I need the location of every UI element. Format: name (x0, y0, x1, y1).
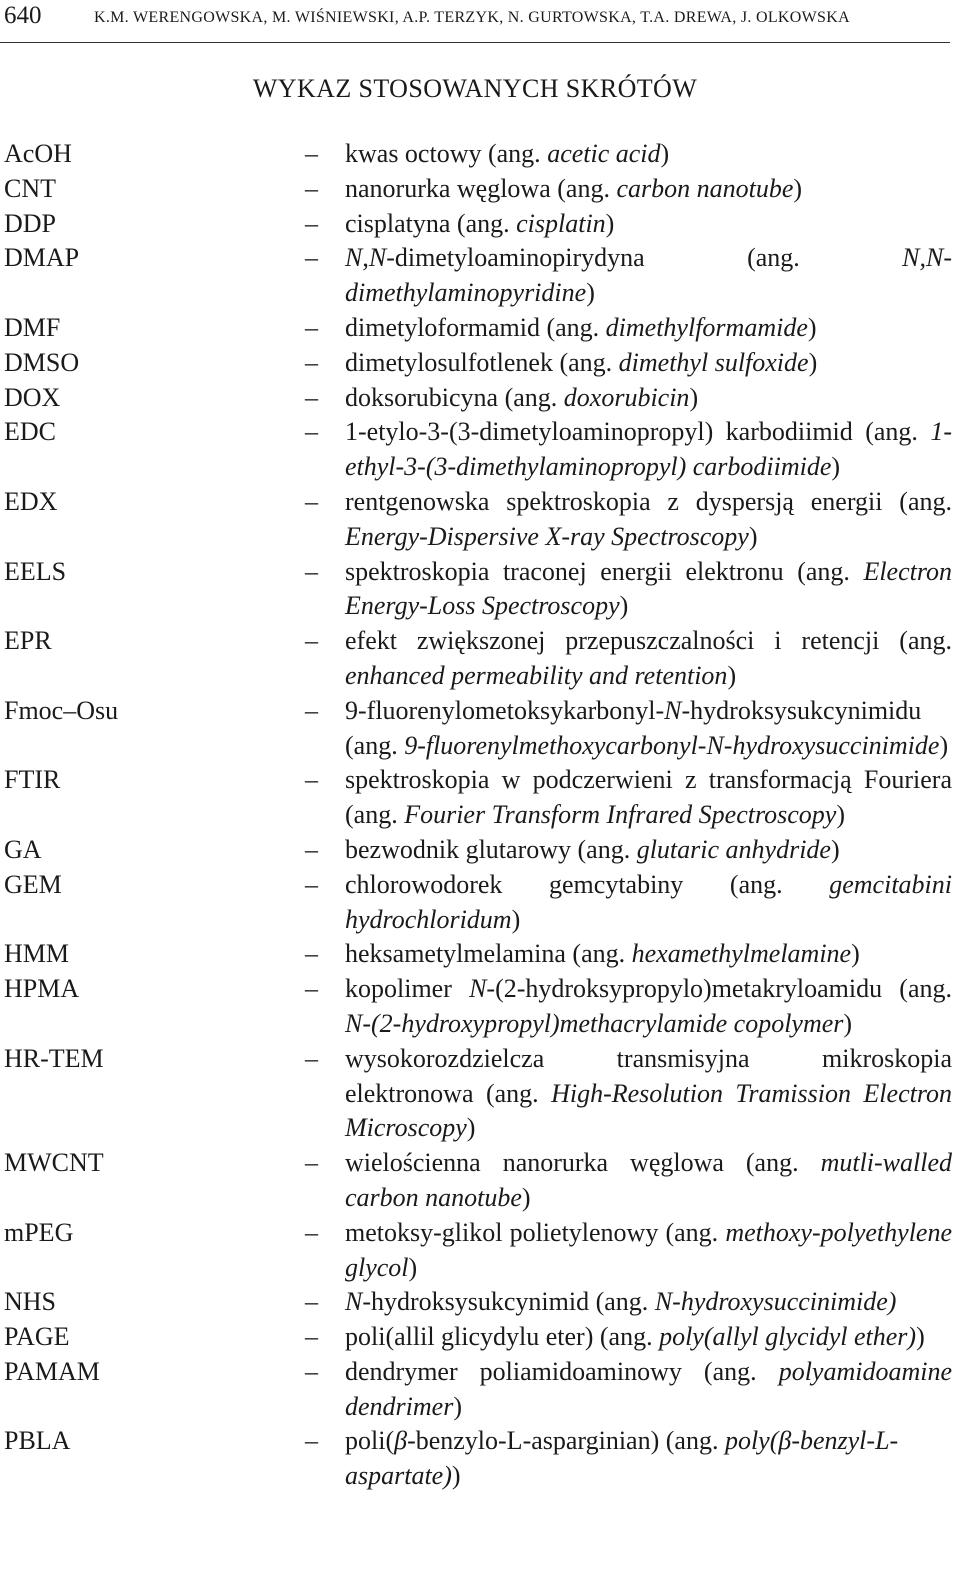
abbreviation-definition: wielościenna nanorurka węglowa (ang. mutli-walled carbon nanotube) (345, 1148, 952, 1212)
definition-dash: – (305, 695, 318, 725)
abbreviation-term: MWCNT (4, 1148, 104, 1178)
abbreviation-term: CNT (4, 173, 56, 203)
abbreviation-list (4, 137, 952, 1494)
abbreviation-definition: rentgenowska spektroskopia z dyspersją energii (ang. Energy-Dispersive X-ray Spectroscopy) (345, 486, 952, 551)
abbreviation-row (4, 485, 952, 555)
abbreviation-definition: cisplatyna (ang. cisplatin) (345, 208, 615, 238)
abbreviation-row (4, 1320, 952, 1355)
definition-dash: – (305, 1322, 318, 1352)
abbreviation-term: EELS (4, 556, 67, 586)
abbreviation-row (4, 207, 952, 242)
definition-dash: – (305, 139, 318, 168)
abbreviation-row (4, 972, 952, 1042)
abbreviation-row (4, 937, 952, 972)
definition-dash: – (305, 347, 318, 377)
abbreviation-row (4, 1042, 952, 1146)
abbreviation-definition: kopolimer N-(2-hydroksypropylo)metakryloamidu (ang. N-(2-hydroxypropyl)methacrylamide copolymer) (345, 974, 953, 1038)
definition-dash: – (305, 765, 318, 795)
page-number: 640 (4, 2, 42, 29)
abbreviation-row (4, 381, 952, 416)
abbreviation-row (4, 763, 952, 833)
page-header (4, 2, 950, 40)
abbreviation-definition: spektroskopia w podczerwieni z transformacją Fouriera (ang. Fourier Transform Infrared Spectroscopy) (345, 765, 952, 830)
abbreviation-definition: wysokorozdzielcza transmisyjna mikroskopia elektronowa (ang. High-Resolution Tramission Electron Microscopy) (345, 1043, 952, 1143)
running-head-authors: K.M. WERENGOWSKA, M. WIŚNIEWSKI, A.P. TERZYK, N. GURTOWSKA, T.A. DREWA, J. OLKOWSKA (94, 9, 850, 26)
abbreviation-definition: efekt zwiększonej przepuszczalności i retencji (ang. enhanced permeability and retention) (345, 626, 952, 690)
abbreviation-term: HMM (4, 939, 70, 969)
definition-dash: – (305, 417, 318, 447)
abbreviation-definition: dimetylosulfotlenek (ang. dimethyl sulfoxide) (345, 347, 818, 377)
definition-dash: – (305, 312, 318, 342)
abbreviation-row (4, 346, 952, 381)
definition-dash: – (305, 834, 318, 864)
abbreviation-definition: bezwodnik glutarowy (ang. glutaric anhydride) (345, 834, 840, 864)
abbreviation-definition: metoksy-glikol polietylenowy (ang. methoxy-polyethylene glycol) (345, 1217, 952, 1282)
abbreviation-definition: spektroskopia traconej energii elektronu (ang. Electron Energy-Loss Spectroscopy) (345, 556, 952, 621)
abbreviation-row (4, 415, 952, 485)
definition-dash: – (305, 1217, 318, 1247)
abbreviation-definition: N,N-dimetyloaminopirydyna (ang. N,N-dimethylaminopyridine) (345, 243, 952, 308)
abbreviation-term: FTIR (4, 765, 61, 795)
abbreviation-term: NHS (4, 1287, 57, 1317)
abbreviation-term: DMSO (4, 347, 80, 377)
abbreviation-term: DMAP (4, 243, 80, 273)
abbreviation-definition: 9-fluorenylometoksykarbonyl-N-hydroksysukcynimidu (ang. 9-fluorenylmethoxycarbonyl-N-hydroxysuccinimide) (345, 695, 949, 760)
definition-dash: – (305, 486, 318, 516)
definition-dash: – (305, 869, 318, 899)
abbreviation-definition: dimetyloformamid (ang. dimethylformamide) (345, 312, 817, 342)
abbreviation-term: mPEG (4, 1217, 74, 1247)
abbreviation-term: PAMAM (4, 1356, 100, 1386)
abbreviation-row (4, 311, 952, 346)
abbreviation-definition: doksorubicyna (ang. doxorubicin) (345, 382, 699, 412)
abbreviation-definition: dendrymer poliamidoaminowy (ang. polyamidoamine dendrimer) (345, 1356, 952, 1421)
abbreviation-definition: nanorurka węglowa (ang. carbon nanotube) (345, 173, 803, 203)
definition-dash: – (305, 974, 318, 1004)
abbreviation-term: EPR (4, 626, 52, 656)
abbreviation-row (4, 555, 952, 625)
abbreviation-definition: 1-etylo-3-(3-dimetyloaminopropyl) karbodiimid (ang. 1-ethyl-3-(3-dimethylaminopropyl) carbodiimide) (345, 417, 952, 482)
abbreviation-row (4, 694, 952, 764)
abbreviation-row (4, 624, 952, 694)
abbreviation-definition: heksametylmelamina (ang. hexamethylmelamine) (345, 939, 860, 969)
definition-dash: – (305, 243, 318, 273)
abbreviation-term: PAGE (4, 1322, 70, 1352)
definition-dash: – (305, 1148, 318, 1178)
abbreviation-row (4, 1424, 952, 1494)
header-rule (0, 42, 950, 43)
abbreviation-row (4, 172, 952, 207)
definition-dash: – (305, 208, 318, 238)
abbreviation-row (4, 1146, 952, 1216)
abbreviation-term: AcOH (4, 139, 72, 168)
abbreviation-row (4, 868, 952, 938)
abbreviation-row (4, 1355, 952, 1425)
section-title: WYKAZ STOSOWANYCH SKRÓTÓW (252, 74, 698, 103)
definition-dash: – (305, 1043, 318, 1073)
abbreviation-definition: chlorowodorek gemcytabiny (ang. gemcitabini hydrochloridum) (345, 869, 952, 934)
abbreviation-definition: poli(allil glicydylu eter) (ang. poly(allyl glycidyl ether)) (345, 1322, 925, 1352)
definition-dash: – (305, 939, 318, 969)
abbreviation-row (4, 1216, 952, 1286)
abbreviation-term: EDC (4, 417, 56, 447)
definition-dash: – (305, 382, 318, 412)
definition-dash: – (305, 1356, 318, 1386)
abbreviation-term: DDP (4, 208, 57, 238)
abbreviation-term: PBLA (4, 1426, 71, 1456)
abbreviation-row (4, 137, 952, 172)
abbreviation-term: GEM (4, 869, 62, 899)
abbreviation-definition: poli(β-benzylo-L-asparginian) (ang. poly(β-benzyl-L-aspartate)) (345, 1426, 899, 1491)
abbreviation-definition: kwas octowy (ang. acetic acid) (345, 139, 670, 168)
definition-dash: – (305, 1426, 318, 1456)
abbreviation-term: DMF (4, 312, 61, 342)
definition-dash: – (305, 556, 318, 586)
abbreviation-term: HR-TEM (4, 1043, 104, 1073)
abbreviation-term: GA (4, 834, 42, 864)
abbreviation-row (4, 241, 952, 311)
abbreviation-term: HPMA (4, 974, 80, 1004)
abbreviation-row (4, 833, 952, 868)
abbreviation-term: DOX (4, 382, 61, 412)
abbreviation-term: Fmoc–Osu (4, 695, 119, 725)
definition-dash: – (305, 626, 318, 656)
abbreviation-definition: N-hydroksysukcynimid (ang. N-hydroxysuccinimide) (345, 1287, 897, 1317)
definition-dash: – (305, 1287, 318, 1317)
abbreviation-term: EDX (4, 486, 58, 516)
definition-dash: – (305, 173, 318, 203)
abbreviation-row (4, 1285, 952, 1320)
